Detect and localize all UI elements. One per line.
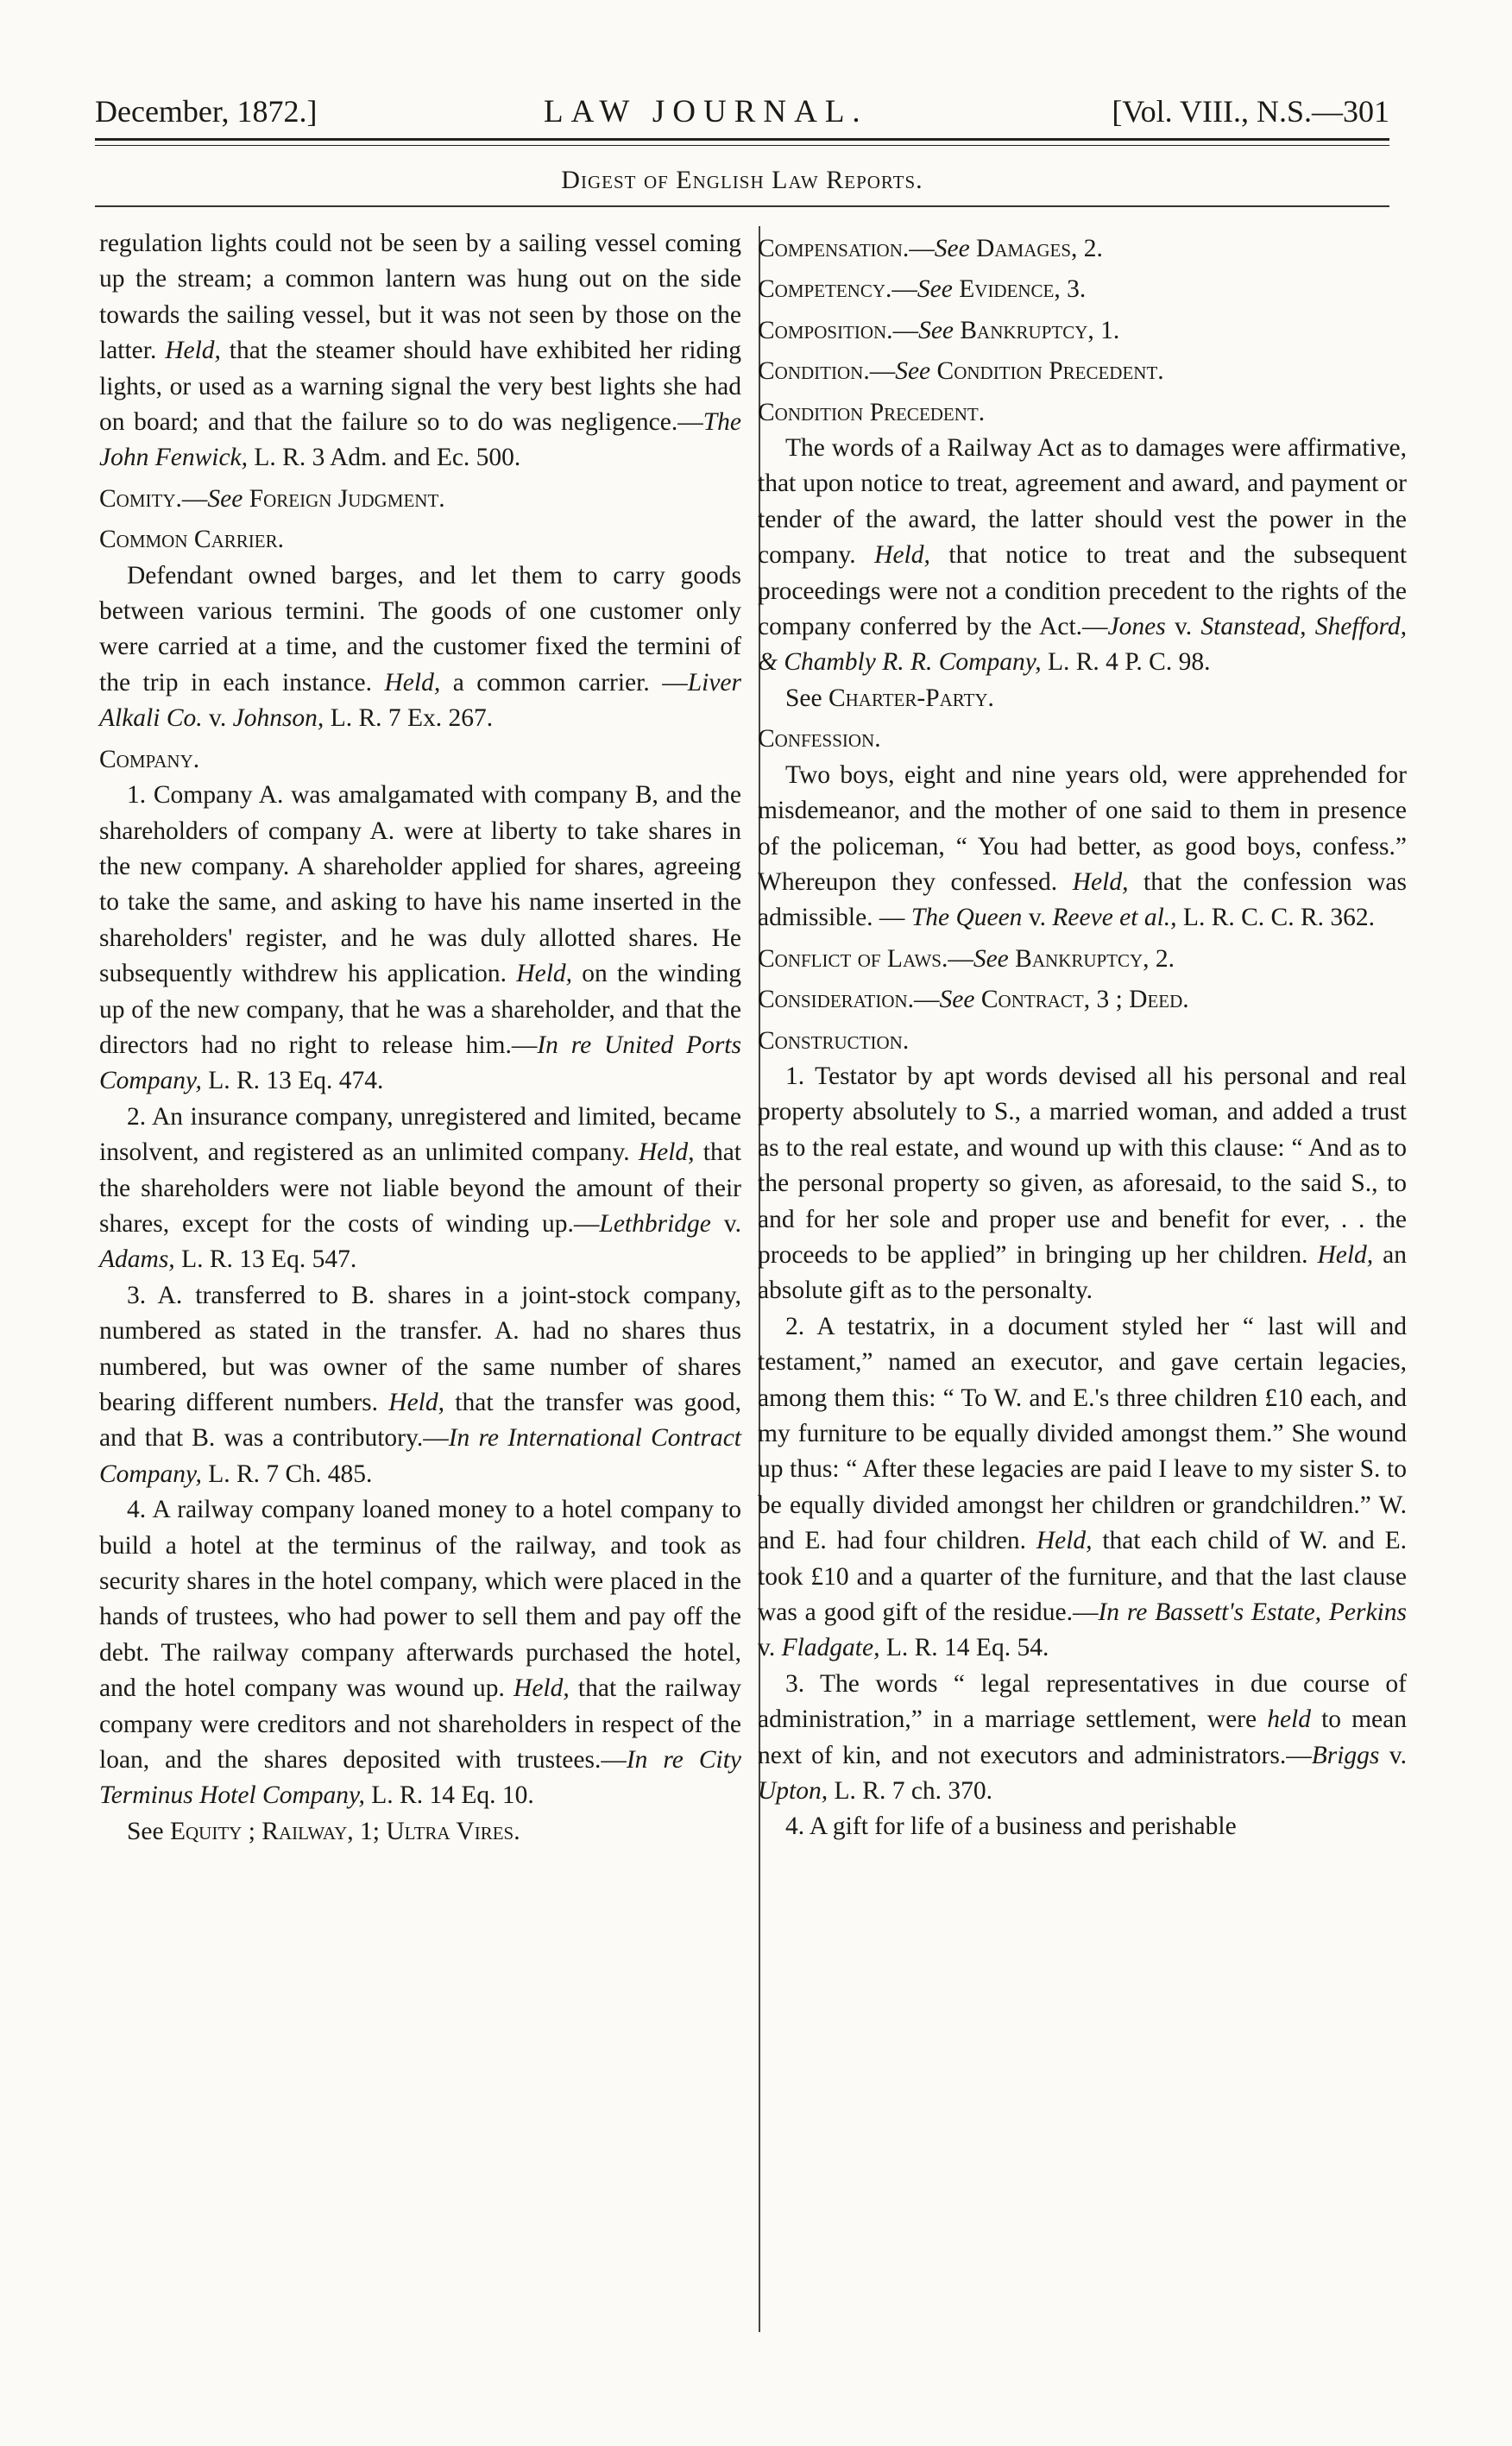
text-run: a common carrier. — [440,668,688,697]
italic-run: Briggs [1311,1741,1380,1769]
small-caps-run: Contract, [980,986,1091,1014]
text-run: regulation lights could not be seen by a sailing vessel coming up the stream; a common lantern was hung out on the side towards the sailing vessel, but it was not seen by those on the latter. [99,230,741,365]
text-run: 1. [1093,316,1120,344]
text-run: L. R. C. C. R. 362. [1176,904,1376,932]
digest-heading [99,522,741,558]
italic-run: Upton, [758,1777,828,1806]
text-run: 4. A gift for life of a business and perishable [785,1812,1237,1841]
text-run: that the shareholders were not liable beyond the amount of their shares, except for the costs of winding up.— [99,1138,741,1238]
small-caps-run: Railway, [261,1817,354,1845]
text-run: — [948,944,973,973]
text-run: L. R. 13 Eq. 547. [174,1245,357,1274]
italic-run: Held, [638,1138,695,1167]
small-caps-run: Competency. [758,275,892,304]
digest-paragraph [758,431,1407,681]
digest-heading [758,313,1407,349]
small-caps-run: Equity [169,1817,243,1845]
text-run: The words of a Railway Act as to damages were affirmative, that upon notice to treat, agreement and award, and payment or tender of the award, the latter should vest the power in the company. [758,434,1407,570]
italic-run: Held, [1036,1527,1093,1555]
text-run: — [891,275,917,304]
digest-paragraph [758,1059,1407,1309]
text-run: — [909,235,935,262]
volume-page: [Vol. VIII., N.S.—301 [1112,94,1389,129]
text-run: that the transfer was good, and that B. was a contributory.— [99,1389,741,1453]
text-run: that the confession was admissible. — [758,867,1407,932]
text-run: v. [1165,613,1201,641]
text-run: L. R. 7 Ex. 267. [324,704,494,733]
text-run: — [181,484,208,513]
header-rule-thick [95,138,1389,141]
italic-run: held [1267,1705,1311,1734]
text-run: v. [710,1209,741,1238]
small-caps-run: Foreign Judgment. [249,484,445,513]
left-column [99,226,741,1850]
digest-heading [758,272,1407,307]
small-caps-run: Condition Precedent. [758,398,986,426]
header-rule-thin [95,145,1389,146]
small-caps-run: Construction. [758,1026,910,1055]
small-caps-run: Ultra Vires. [386,1817,520,1845]
italic-run: The Queen [910,904,1023,932]
text-run: on the winding up of the new company, that he was a shareholder, and that the directors had no right to release him.— [99,960,741,1059]
digest-heading [758,1024,1407,1059]
text-run: 1; [353,1817,387,1845]
text-run: 1. Testator by apt words devised all his personal and real property absolutely to S., a married woman, and added a trust as to the real estate, and wound up with this clause: “ And as to the personal property so given, as aforesaid, to the said S., to and for her sole and proper use and benefit for ever, . . the proceeds to be applied” in bringing up her children. [758,1062,1407,1269]
journal-title: LAW JOURNAL. [544,94,868,129]
text-run: v. [1379,1741,1408,1769]
small-caps-run: Composition. [758,316,893,344]
text-run: 3. A. transferred to B. shares in a joint-stock company, numbered as stated in the transfer. A. had no shares thus numbered, but was owner of the same number of shares bearing different numbers. [99,1281,741,1416]
italic-run: Held, [874,541,930,570]
italic-run: Johnson, [232,704,324,733]
text-run: 2. An insurance company, unregistered and limited, became insolvent, and registered as an unlimited company. [99,1102,741,1167]
text-run: Defendant owned barges, and let them to carry goods between various termini. The goods of one customer only were carried at a time, and the customer fixed the termini of the trip in each instance. [99,561,741,697]
digest-heading [758,395,1407,431]
text-run: that the steamer should have exhibited her riding lights, or used as a warning signal the very best lights she had on board; and that the failure so to do was negligence.— [99,337,741,437]
text-run [243,485,249,513]
digest-paragraph [758,681,1407,716]
text-run: 3. [1060,275,1087,304]
text-run: L. R. 7 ch. 370. [828,1777,993,1806]
text-run: Two boys, eight and nine years old, were apprehended for misdemeanor, and the mother of one said to them in presence of the policeman, “ You had better, as good boys, confess.” Whereupon they confessed. [758,760,1407,896]
italic-run: See [917,275,953,304]
section-title: Digest of English Law Reports. [561,166,923,194]
text-run: — [869,357,896,386]
text-run: 3 ; [1090,986,1130,1014]
digest-heading [758,722,1407,757]
italic-run: See [918,316,954,344]
italic-run: See [934,235,970,262]
italic-run: See [973,944,1009,973]
small-caps-run: Conflict of Laws. [758,944,948,973]
text-run: 2. [1149,944,1175,973]
text-run: L. R. 13 Eq. 474. [201,1067,384,1095]
text-run: L. R. 7 Ch. 485. [201,1459,373,1488]
small-caps-run: Confession. [758,725,881,753]
small-caps-run: Deed. [1129,986,1189,1014]
italic-run: Held, [1317,1240,1374,1269]
digest-paragraph [758,758,1407,936]
small-caps-run: Condition Precedent. [936,357,1164,386]
running-head [95,93,1389,136]
text-run: ; [242,1817,262,1845]
digest-paragraph [99,1100,741,1278]
small-caps-run: Consideration. [758,986,915,1014]
small-caps-run: Evidence, [959,275,1061,304]
small-caps-run: Common Carrier. [99,526,284,554]
text-run: that notice to treat and the subsequent proceedings were not a condition precedent to the rights of the company conferred by the Act.— [758,541,1408,641]
text-run: to mean next of kin, and not executors and administrators.— [758,1705,1407,1769]
italic-run: Adams, [99,1245,175,1274]
text-run: 4. A railway company loaned money to a hotel company to build a hotel at the terminus of the railway, and took as security shares in the hotel company, which were placed in the hands of trustees, who had power to sell them and pay off the debt. The railway company afterwards purchased the hotel, and the hotel company was wound up. [99,1496,741,1703]
text-run: L. R. 3 Adm. and Ec. 500. [248,444,521,472]
italic-run: Held, [165,337,221,365]
text-run: — [914,986,940,1014]
text-run [970,235,976,262]
digest-paragraph [99,1814,741,1850]
text-run: See [127,1817,170,1845]
digest-paragraph [758,1809,1407,1844]
digest-heading [758,942,1407,977]
text-run: — [892,316,919,344]
digest-paragraph [99,558,741,737]
digest-paragraph [99,778,741,1100]
text-run: 2. A testatrix, in a document styled her “ last will and testament,” named an executor, and gave certain legacies, among them this: “ To W. and E.'s three children £10 each, and my furniture to be equally divided amongst them.” She wound up thus: “ After these legacies are paid I leave to my sister S. to be equally divided amongst her children or grandchildren.” W. and E. had four children. [758,1312,1407,1555]
italic-run: Jones [1107,613,1166,641]
text-run: that the railway company were creditors and not shareholders in respect of the loan, and the shares deposited with trustees.— [99,1674,742,1775]
small-caps-run: Charter-Party. [828,684,994,712]
text-run: v. [202,704,233,733]
digest-paragraph [758,1667,1407,1810]
small-caps-run: Damages, [976,235,1078,262]
right-column [758,226,1407,1845]
italic-run: Liver Alkali Co. [99,668,741,733]
digest-paragraph [99,1492,741,1814]
italic-run: Held, [384,668,441,697]
italic-run: Stanstead, Shefford, & Chambly R. R. Company, [758,613,1407,677]
small-caps-run: Bankruptcy, [1015,944,1150,973]
italic-run: In re International Contract Company, [99,1424,741,1488]
issue-date: December, 1872.] [95,94,318,129]
digest-paragraph [99,1278,741,1492]
italic-run: Held, [516,960,573,988]
digest-paragraph [758,1309,1407,1667]
italic-run: The John Fenwick, [99,408,741,472]
section-rule [95,205,1389,207]
small-caps-run: Condition. [758,357,870,386]
digest-heading [758,982,1407,1018]
italic-run: Lethbridge [599,1209,711,1238]
italic-run: Held, [388,1389,444,1416]
small-caps-run: Comity. [99,484,182,513]
text-run: v. [1022,904,1053,932]
small-caps-run: Compensation. [758,235,910,262]
italic-run: In re United Ports Company, [99,1031,741,1095]
italic-run: See [939,986,975,1014]
text-run: See [785,684,828,712]
italic-run: Reeve et al., [1052,904,1177,932]
italic-run: In re City Terminus Hotel Company, [99,1746,741,1810]
digest-heading [758,354,1407,389]
text-run [974,986,980,1013]
text-run: L. R. 4 P. C. 98. [1041,648,1211,677]
text-run: L. R. 14 Eq. 54. [879,1634,1049,1662]
italic-run: Held, [1072,867,1129,896]
italic-run: See [207,484,243,513]
digest-heading [99,742,741,778]
text-run: L. R. 14 Eq. 10. [364,1781,534,1810]
digest-paragraph [99,226,741,476]
text-run: an absolute gift as to the personalty. [758,1240,1408,1305]
text-run: v. [758,1634,782,1662]
italic-run: In re Bassett's Estate, Perkins [1098,1598,1407,1627]
italic-run: Held, [513,1674,570,1703]
italic-run: See [895,357,931,386]
text-run: 3. The words “ legal representatives in due course of administration,” in a marriage settlement, were [758,1669,1407,1734]
digest-heading [99,482,741,517]
text-run: that each child of W. and E. took £10 and a quarter of the furniture, and that the last clause was a good gift of the residue.— [758,1527,1407,1627]
italic-run: Fladgate, [781,1634,880,1662]
text-run [930,357,936,385]
small-caps-run: Company. [99,745,200,773]
small-caps-run: Bankruptcy, [960,316,1094,344]
digest-heading [758,231,1407,267]
text-run: 1. Company A. was amalgamated with company B, and the shareholders of company A. were at liberty to take shares in the new company. A shareholder applied for shares, agreeing to take the same, and asking to have his name inserted in the shareholders' register, and he was duly allotted shares. He subsequently withdrew his application. [99,781,741,988]
text-run: 2. [1077,235,1103,262]
